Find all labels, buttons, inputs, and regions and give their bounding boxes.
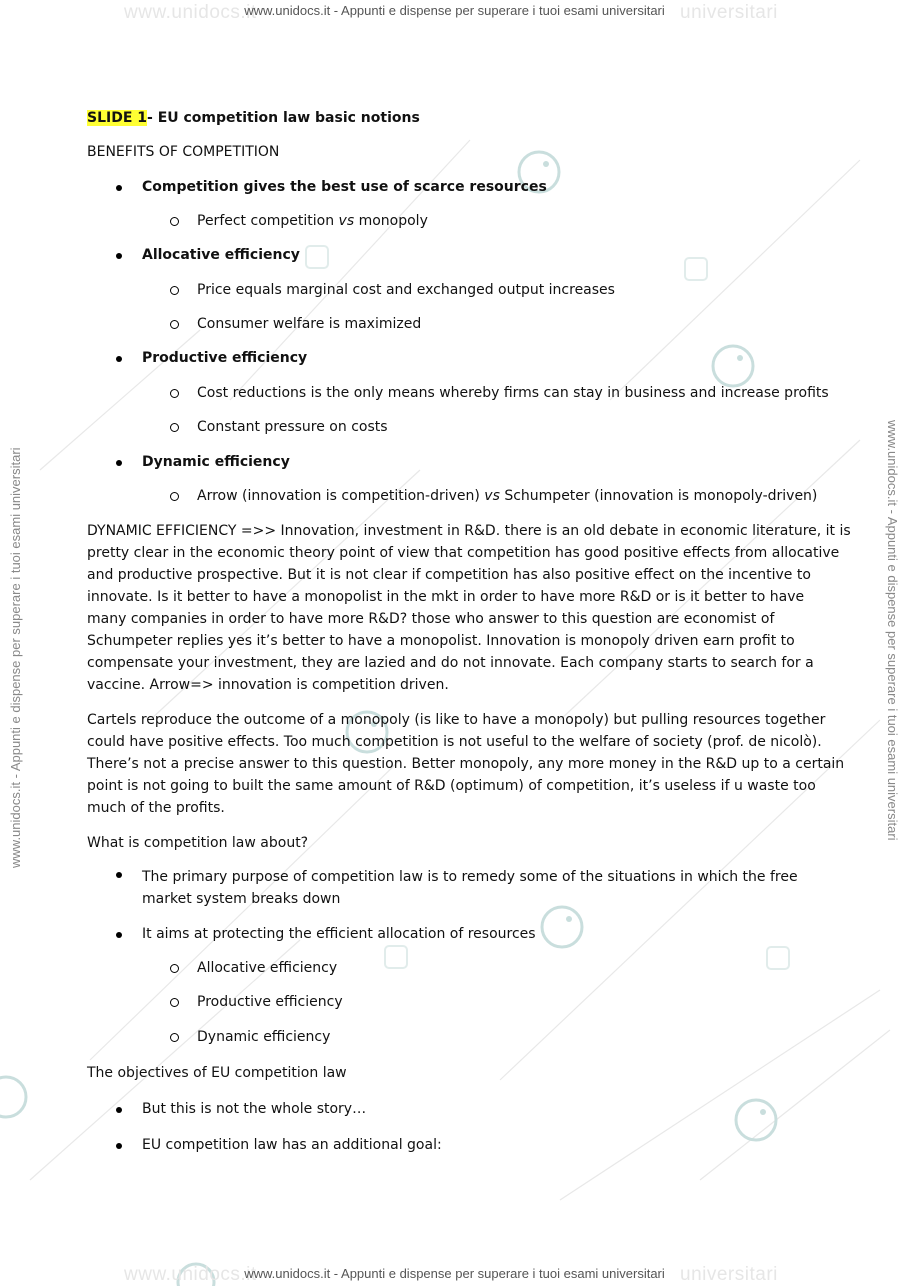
section-heading: BENEFITS OF COMPETITION: [87, 144, 280, 160]
watermark-side-right: www.unidocs.it - Appunti e dispense per superare i tuoi esami universitari: [885, 420, 900, 841]
sub-bullet-item: Consumer welfare is maximized: [197, 316, 421, 332]
bullet-item: Productive efficiency: [142, 350, 307, 366]
objectives-heading: The objectives of EU competition law: [87, 1065, 347, 1081]
sub-bullet-item: Perfect competition vs monopoly: [197, 213, 428, 229]
watermark-faint-bottom-right: universitari: [680, 1264, 778, 1285]
bullet-item: It aims at protecting the efficient allocation of resources: [142, 926, 536, 942]
watermark-faint-top: www.unidocs.it: [124, 2, 257, 23]
watermark-faint-bottom: www.unidocs.it: [124, 1264, 257, 1285]
bullet-item: Dynamic efficiency: [142, 454, 290, 470]
paragraph-cartels: Cartels reproduce the outcome of a monopoly (is like to have a monopoly) but pulling resources together could have positive effects. Too much competition is not useful to the welfare of society (prof. de nicolò). There’s not a precise answer to this question. Better monopoly, any more money in the R&D up to a certain point is not going to built the same amount of R&D (optimum) of competition, it’s useless if u waste too much of the profits.: [87, 712, 845, 816]
sub-bullet-item: Constant pressure on costs: [197, 419, 388, 435]
sub-bullet-item: Allocative efficiency: [197, 960, 337, 976]
slide-tag: SLIDE 1: [87, 110, 148, 126]
bullet-item: Allocative efficiency: [142, 247, 300, 263]
sub-bullet-item: Cost reductions is the only means whereby firms can stay in business and increase profits: [197, 385, 829, 401]
watermark-header: www.unidocs.it - Appunti e dispense per superare i tuoi esami universitari: [244, 3, 665, 18]
sub-bullet-item: Productive efficiency: [197, 994, 343, 1010]
watermark-footer: www.unidocs.it - Appunti e dispense per superare i tuoi esami universitari: [244, 1266, 665, 1281]
bullet-item: The primary purpose of competition law is to remedy some of the situations in which the free market system breaks down: [142, 866, 798, 910]
slide-title: SLIDE 1- EU competition law basic notions: [87, 110, 420, 126]
paragraph-dynamic-efficiency: DYNAMIC EFFICIENCY =>> Innovation, investment in R&D. there is an old debate in economic literature, it is pretty clear in the economic theory point of view that competition has good positive effects from allocative and productive prospective. But it is not clear if competition has also positive effect on the incentive to innovate. Is it better to have a monopolist in the mkt in order to have more R&D or is it better to have many companies in order to have more R&D? those who answer to this question are economist of Schumpeter replies yes it’s better to have a monopolist. Innovation is monopoly driven earn profit to compensate your investment, they are lazied and do not innovate. Each company starts to search for a vaccine. Arrow=> innovation is competition driven.: [87, 523, 851, 693]
sub-bullet-item: Price equals marginal cost and exchanged output increases: [197, 282, 615, 298]
sub-bullet-item: Arrow (innovation is competition-driven) vs Schumpeter (innovation is monopoly-driven): [197, 488, 817, 504]
question-heading: What is competition law about?: [87, 835, 309, 851]
bullet-item: EU competition law has an additional goal:: [142, 1137, 442, 1153]
bullet-item: But this is not the whole story…: [142, 1101, 366, 1117]
sub-bullet-item: Dynamic efficiency: [197, 1029, 330, 1045]
watermark-side-left: www.unidocs.it - Appunti e dispense per superare i tuoi esami universitari: [8, 447, 23, 868]
watermark-faint-top-right: universitari: [680, 2, 778, 23]
bullet-item: Competition gives the best use of scarce resources: [142, 179, 547, 195]
